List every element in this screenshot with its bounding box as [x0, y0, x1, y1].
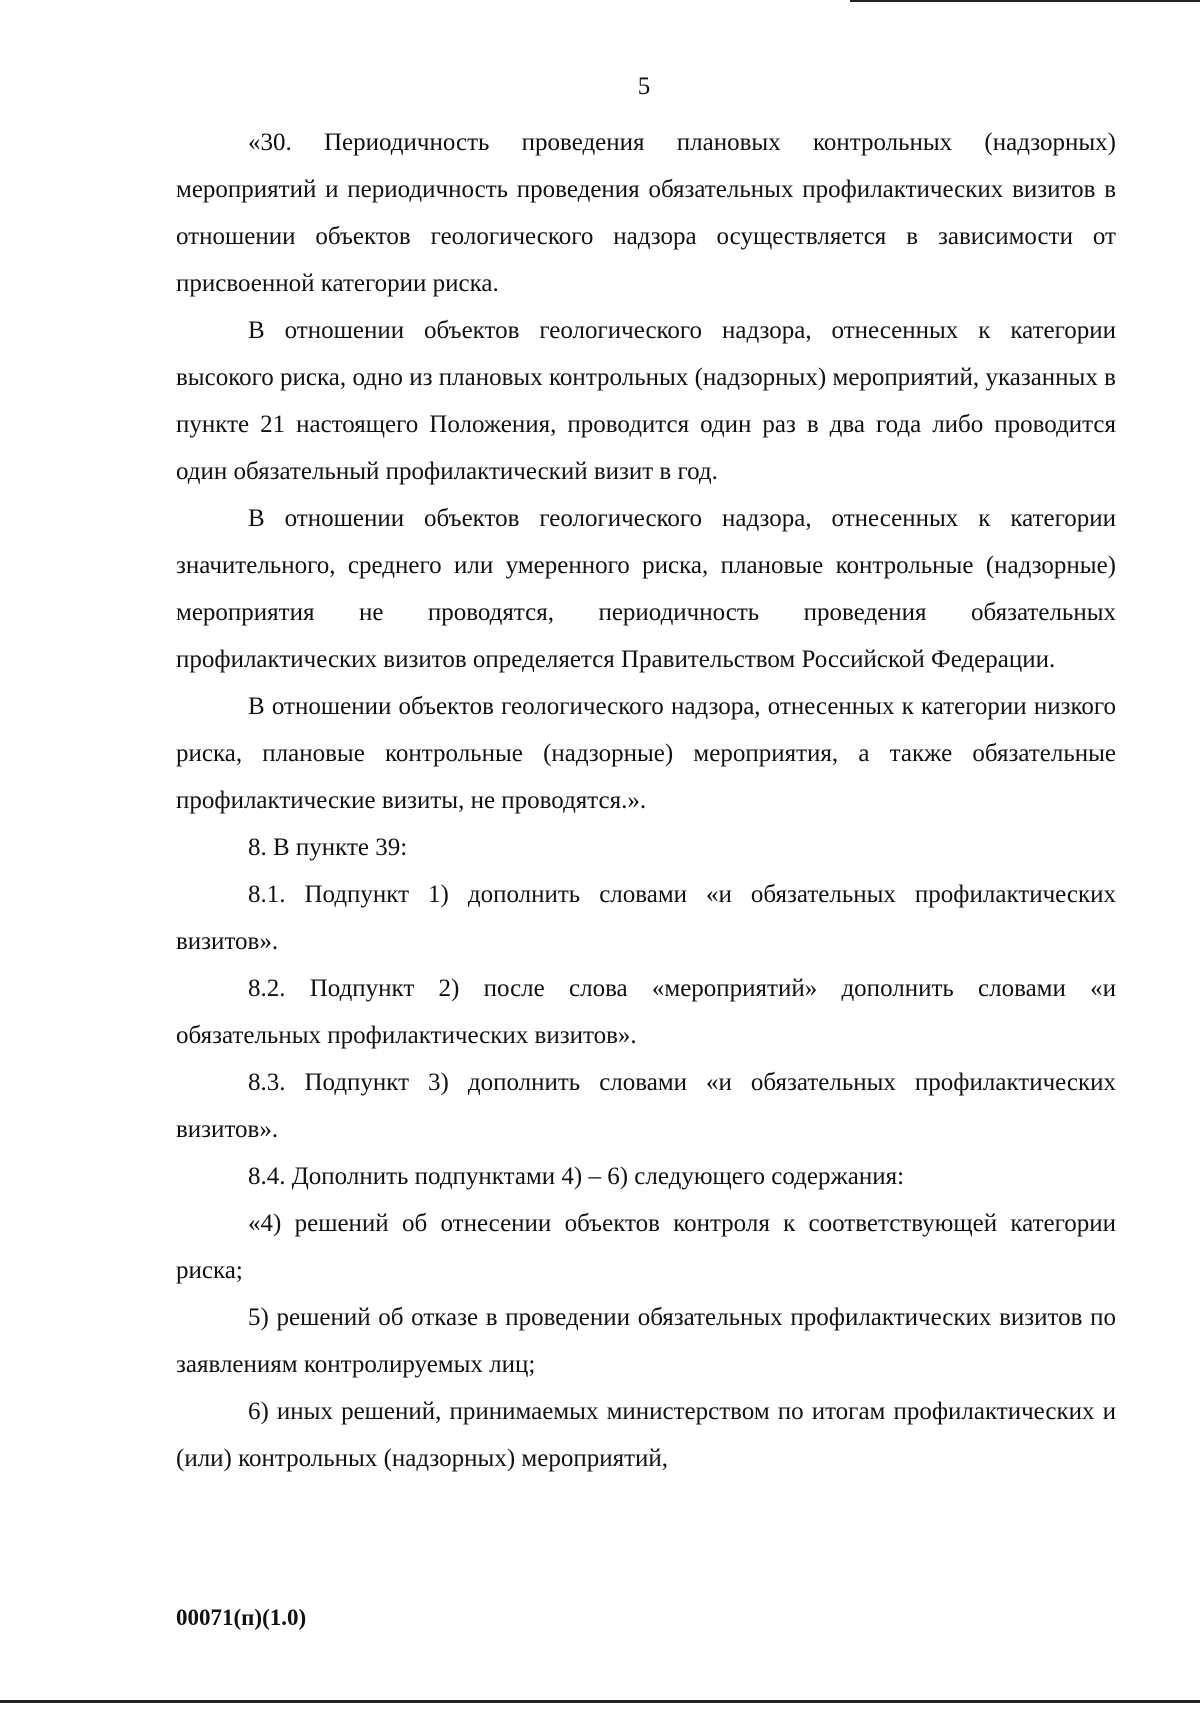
- paragraph: «4) решений об отнесении объектов контроля к соответствующей категории риска;: [176, 1210, 1116, 1284]
- paragraph: 8.1. Подпункт 1) дополнить словами «и обязательных профилактических визитов».: [176, 881, 1116, 955]
- paragraph: В отношении объектов геологического надзора, отнесенных к категории высокого риска, одно из плановых контрольных (надзорных) мероприятий, указанных в пункте 21 настоящего Положения, проводится один раз в два года либо проводится один обязательный профилактический визит в год.: [176, 317, 1116, 485]
- paragraph: «30. Периодичность проведения плановых контрольных (надзорных) мероприятий и периодичность проведения обязательных профилактических визитов в отношении объектов геологического надзора осуществляется в зависимости от присвоенной категории риска.: [176, 129, 1116, 297]
- paragraph: 8.3. Подпункт 3) дополнить словами «и обязательных профилактических визитов».: [176, 1069, 1116, 1143]
- document-body: [176, 119, 1116, 1482]
- bottom-rule: [0, 1700, 1200, 1703]
- page-number: 5: [637, 73, 651, 100]
- paragraph: 5) решений об отказе в проведении обязательных профилактических визитов по заявлениям контролируемых лиц;: [176, 1304, 1116, 1378]
- paragraph: В отношении объектов геологического надзора, отнесенных к категории значительного, среднего или умеренного риска, плановые контрольные (надзорные) мероприятия не проводятся, периодичность проведения обязательных профилактических визитов определяется Правительством Российской Федерации.: [176, 505, 1116, 673]
- paragraph: 8. В пункте 39:: [248, 834, 408, 861]
- top-rule: [850, 0, 1200, 2]
- paragraph: 8.2. Подпункт 2) после слова «мероприятий» дополнить словами «и обязательных профилактических визитов».: [176, 975, 1116, 1049]
- paragraph: 8.4. Дополнить подпунктами 4) – 6) следующего содержания:: [248, 1163, 905, 1190]
- document-code: 00071(п)(1.0): [176, 1605, 307, 1630]
- paragraph: 6) иных решений, принимаемых министерством по итогам профилактических и (или) контрольных (надзорных) мероприятий,: [176, 1398, 1116, 1472]
- paragraph: В отношении объектов геологического надзора, отнесенных к категории низкого риска, плановые контрольные (надзорные) мероприятия, а также обязательные профилактические визиты, не проводятся.».: [176, 693, 1116, 814]
